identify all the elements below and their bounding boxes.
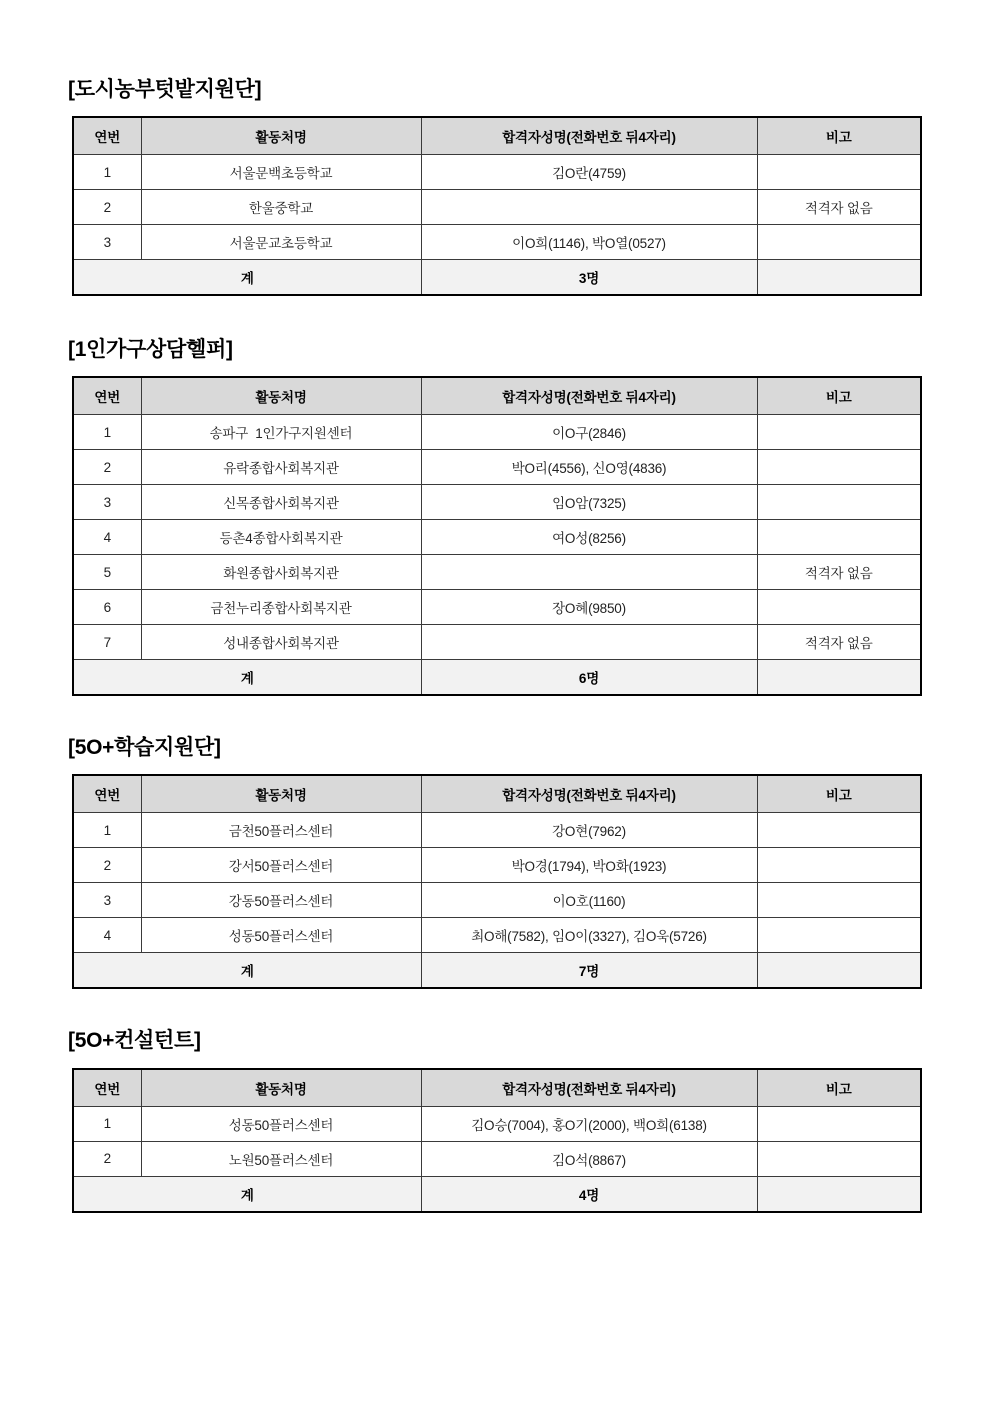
total-count: 4명: [421, 1176, 757, 1212]
cell-place: 강서50플러스센터: [141, 848, 421, 883]
section-title: [5O+학습지원단]: [68, 736, 221, 760]
cell-names: 이O희(1146), 박O열(0527): [421, 225, 757, 260]
table-row: [73, 590, 921, 625]
column-header-no: 연번: [73, 117, 141, 155]
cell-names: 이O구(2846): [421, 415, 757, 450]
table-row: [73, 555, 921, 590]
cell-names: 김O석(8867): [421, 1141, 757, 1176]
cell-names: 임O암(7325): [421, 485, 757, 520]
cell-no: 1: [73, 1106, 141, 1141]
cell-place: 신목종합사회복지관: [141, 485, 421, 520]
cell-place: 송파구 1인가구지원센터: [141, 415, 421, 450]
section-50플러스컨설턴트: [0, 989, 992, 1212]
column-header-place: 활동처명: [141, 377, 421, 415]
table-row: [73, 190, 921, 225]
table-header: [73, 377, 921, 415]
total-label: 계: [73, 1176, 421, 1212]
cell-note: [757, 155, 921, 190]
cell-note: [757, 1141, 921, 1176]
total-note: [757, 660, 921, 696]
cell-names: 김O란(4759): [421, 155, 757, 190]
table-body: [73, 155, 921, 296]
table-wrapper: [72, 774, 920, 989]
section-50플러스학습지원단: [0, 696, 992, 989]
cell-place: 서울문교초등학교: [141, 225, 421, 260]
cell-no: 6: [73, 590, 141, 625]
table-row: [73, 848, 921, 883]
column-header-no: 연번: [73, 775, 141, 813]
cell-place: 등촌4종합사회복지관: [141, 520, 421, 555]
total-count: 3명: [421, 260, 757, 296]
cell-names: 최O해(7582), 임O이(3327), 김O욱(5726): [421, 918, 757, 953]
table-header: [73, 775, 921, 813]
total-note: [757, 1176, 921, 1212]
table-row: [73, 225, 921, 260]
table-header: [73, 117, 921, 155]
table-row: [73, 625, 921, 660]
cell-place: 노원50플러스센터: [141, 1141, 421, 1176]
column-header-no: 연번: [73, 1069, 141, 1107]
cell-note: [757, 813, 921, 848]
table-header: [73, 1069, 921, 1107]
section-title: [5O+컨설턴트]: [68, 1029, 201, 1053]
cell-note: 적격자 없음: [757, 555, 921, 590]
table-total-row: [73, 260, 921, 296]
cell-note: 적격자 없음: [757, 190, 921, 225]
table-row: [73, 1141, 921, 1176]
cell-place: 성동50플러스센터: [141, 1106, 421, 1141]
table-row: [73, 450, 921, 485]
cell-note: [757, 450, 921, 485]
table-wrapper: [72, 116, 920, 296]
cell-no: 2: [73, 1141, 141, 1176]
cell-no: 1: [73, 155, 141, 190]
cell-note: [757, 225, 921, 260]
cell-note: [757, 848, 921, 883]
cell-place: 성내종합사회복지관: [141, 625, 421, 660]
column-header-names: 합격자성명(전화번호 뒤4자리): [421, 377, 757, 415]
table-total-row: [73, 660, 921, 696]
total-note: [757, 260, 921, 296]
cell-note: [757, 520, 921, 555]
cell-names: 이O호(1160): [421, 883, 757, 918]
cell-no: 2: [73, 848, 141, 883]
cell-no: 3: [73, 883, 141, 918]
column-header-place: 활동처명: [141, 1069, 421, 1107]
table-body: [73, 813, 921, 989]
cell-note: [757, 883, 921, 918]
table-row: [73, 883, 921, 918]
cell-no: 2: [73, 190, 141, 225]
cell-no: 2: [73, 450, 141, 485]
column-header-no: 연번: [73, 377, 141, 415]
section-title: [1인가구상담헬퍼]: [68, 338, 233, 362]
table-row: [73, 485, 921, 520]
column-header-names: 합격자성명(전화번호 뒤4자리): [421, 117, 757, 155]
column-header-names: 합격자성명(전화번호 뒤4자리): [421, 1069, 757, 1107]
column-header-note: 비고: [757, 117, 921, 155]
cell-no: 3: [73, 225, 141, 260]
applicants-table: [72, 1068, 922, 1213]
total-label: 계: [73, 660, 421, 696]
table-header-row: [73, 1069, 921, 1107]
cell-place: 한울중학교: [141, 190, 421, 225]
cell-names: [421, 555, 757, 590]
cell-no: 7: [73, 625, 141, 660]
section-1인가구상담헬퍼: [0, 296, 992, 696]
total-count: 7명: [421, 953, 757, 989]
total-label: 계: [73, 953, 421, 989]
cell-names: [421, 625, 757, 660]
table-total-row: [73, 1176, 921, 1212]
cell-note: 적격자 없음: [757, 625, 921, 660]
applicants-table: [72, 774, 922, 989]
table-header-row: [73, 377, 921, 415]
cell-names: 김O승(7004), 홍O기(2000), 백O희(6138): [421, 1106, 757, 1141]
cell-no: 1: [73, 415, 141, 450]
cell-no: 3: [73, 485, 141, 520]
cell-no: 4: [73, 520, 141, 555]
table-row: [73, 415, 921, 450]
cell-no: 4: [73, 918, 141, 953]
cell-names: 박O리(4556), 신O영(4836): [421, 450, 757, 485]
column-header-names: 합격자성명(전화번호 뒤4자리): [421, 775, 757, 813]
section-도시농부텃밭지원단: [0, 0, 992, 296]
table-total-row: [73, 953, 921, 989]
table-row: [73, 918, 921, 953]
column-header-place: 활동처명: [141, 775, 421, 813]
cell-place: 서울문백초등학교: [141, 155, 421, 190]
cell-note: [757, 485, 921, 520]
cell-names: 장O혜(9850): [421, 590, 757, 625]
cell-note: [757, 918, 921, 953]
applicants-table: [72, 116, 922, 296]
table-body: [73, 415, 921, 696]
cell-place: 성동50플러스센터: [141, 918, 421, 953]
column-header-note: 비고: [757, 377, 921, 415]
cell-note: [757, 1106, 921, 1141]
cell-names: 강O현(7962): [421, 813, 757, 848]
cell-place: 강동50플러스센터: [141, 883, 421, 918]
cell-names: 박O경(1794), 박O화(1923): [421, 848, 757, 883]
table-row: [73, 520, 921, 555]
table-header-row: [73, 775, 921, 813]
total-count: 6명: [421, 660, 757, 696]
total-note: [757, 953, 921, 989]
total-label: 계: [73, 260, 421, 296]
section-title: [도시농부텃밭지원단]: [68, 78, 262, 101]
column-header-note: 비고: [757, 775, 921, 813]
column-header-place: 활동처명: [141, 117, 421, 155]
cell-place: 금천50플러스센터: [141, 813, 421, 848]
table-wrapper: [72, 1068, 920, 1213]
applicants-table: [72, 376, 922, 696]
table-row: [73, 1106, 921, 1141]
cell-note: [757, 590, 921, 625]
cell-names: [421, 190, 757, 225]
column-header-note: 비고: [757, 1069, 921, 1107]
cell-place: 유락종합사회복지관: [141, 450, 421, 485]
table-row: [73, 813, 921, 848]
cell-note: [757, 415, 921, 450]
table-wrapper: [72, 376, 920, 696]
cell-place: 화원종합사회복지관: [141, 555, 421, 590]
table-row: [73, 155, 921, 190]
cell-no: 5: [73, 555, 141, 590]
cell-no: 1: [73, 813, 141, 848]
cell-place: 금천누리종합사회복지관: [141, 590, 421, 625]
table-header-row: [73, 117, 921, 155]
cell-names: 여O성(8256): [421, 520, 757, 555]
table-body: [73, 1106, 921, 1212]
